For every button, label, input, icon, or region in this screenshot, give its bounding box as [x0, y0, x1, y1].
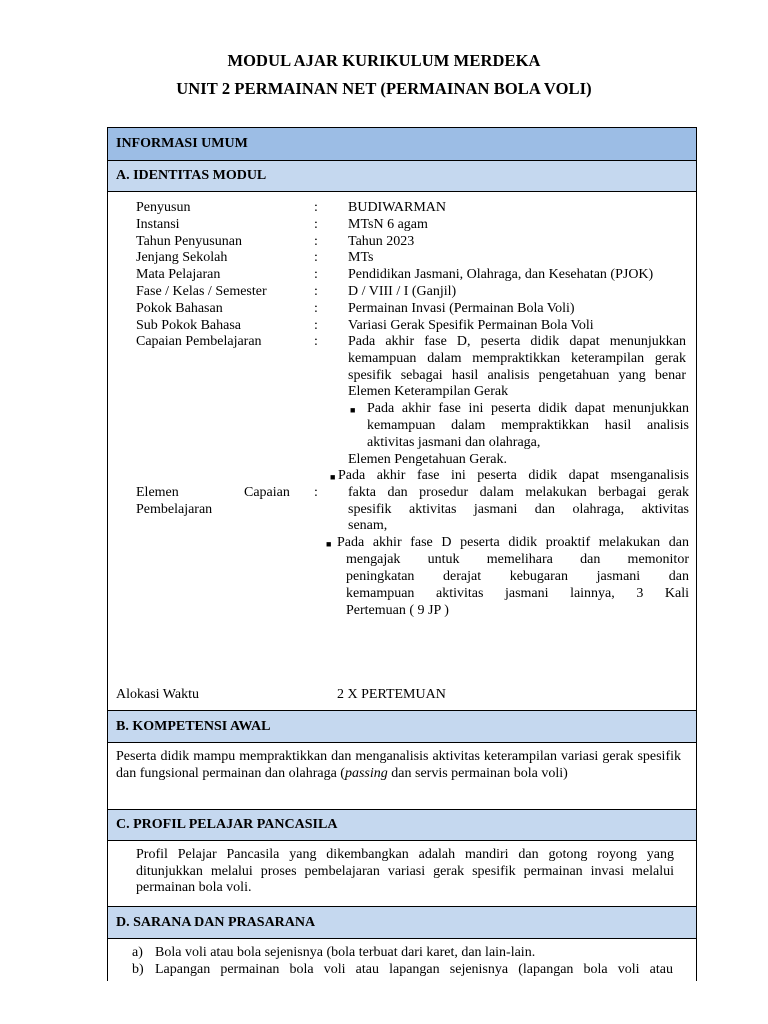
label-alokasi: Alokasi Waktu [116, 687, 199, 702]
bullet-line: Pada akhir fase ini peserta didik dapat msenganalisis [338, 468, 689, 483]
identitas-modul-header: A. IDENTITAS MODUL [108, 160, 696, 192]
bullet-square-icon: ■ [330, 472, 336, 482]
colon: : [314, 217, 318, 232]
label-fase: Fase / Kelas / Semester [136, 284, 267, 299]
elemen-pengetahuan: Elemen Pengetahuan Gerak. [348, 452, 507, 467]
list-item: Lapangan permainan bola voli atau lapangan sejenisnya (lapangan bola voli atau [155, 962, 673, 977]
sarana-prasarana-header: D. SARANA DAN PRASARANA [108, 906, 696, 939]
label-elemen: Elemen [136, 485, 179, 500]
colon: : [314, 234, 318, 249]
label-pembelajaran: Pembelajaran [136, 502, 213, 517]
label-jenjang: Jenjang Sekolah [136, 250, 228, 265]
bullet-line: spesifik aktivitas jasmani dan olahraga, aktivitas [348, 502, 689, 517]
bullet-line: kemampuan dalam mempraktikkan hasil analisis [367, 418, 689, 433]
colon: : [314, 200, 318, 215]
bullet-line: aktivitas jasmani dan olahraga, [367, 435, 541, 450]
value-subpokok: Variasi Gerak Spesifik Permainan Bola Voli [348, 318, 594, 333]
capaian-line: kemampuan dalam mempraktikkan keterampilan gerak [348, 351, 686, 366]
label-elemen-capaian: Capaian [244, 485, 290, 500]
colon: : [314, 301, 318, 316]
bullet-line: fakta dan prosedur dalam melakukan berbagai gerak [348, 485, 689, 500]
capaian-line: spesifik sebagai hasil analisis pengetahuan yang benar [348, 368, 686, 383]
capaian-line: Pada akhir fase D, peserta didik dapat menunjukkan [348, 334, 686, 349]
label-instansi: Instansi [136, 217, 180, 232]
bullet-line: peningkatan derajat kebugaran jasmani dan [346, 569, 689, 584]
bullet-square-icon: ■ [350, 405, 356, 415]
informasi-umum-header: INFORMASI UMUM [108, 128, 696, 161]
value-penyusun: BUDIWARMAN [348, 200, 446, 215]
label-mapel: Mata Pelajaran [136, 267, 221, 282]
bullet-line: Pada akhir fase D peserta didik proaktif melakukan dan [337, 535, 689, 550]
kompetensi-awal-header: B. KOMPETENSI AWAL [108, 710, 696, 743]
bullet-square-icon: ■ [326, 539, 332, 549]
list-marker: a) [132, 945, 143, 960]
value-tahun: Tahun 2023 [348, 234, 415, 249]
colon: : [314, 318, 318, 333]
module-table [107, 127, 697, 981]
value-instansi: MTsN 6 agam [348, 217, 428, 232]
kompetensi-awal-text: Peserta didik mampu mempraktikkan dan menganalisis aktivitas keterampilan variasi gerak spesifik dan fungsional permainan dan olahraga (passing dan servis permainan bola voli) [116, 749, 681, 781]
bullet-line: Pada akhir fase ini peserta didik dapat menunjukkan [367, 401, 689, 416]
value-jenjang: MTs [348, 250, 374, 265]
document-title: MODUL AJAR KURIKULUM MERDEKA [227, 51, 541, 70]
value-alokasi: 2 X PERTEMUAN [337, 687, 446, 702]
value-pokok: Permainan Invasi (Permainan Bola Voli) [348, 301, 575, 316]
bullet-line: mengajak untuk memelihara dan memonitor [346, 552, 689, 567]
colon: : [314, 485, 318, 500]
label-tahun: Tahun Penyusunan [136, 234, 242, 249]
colon: : [314, 284, 318, 299]
list-marker: b) [132, 962, 144, 977]
value-fase: D / VIII / I (Ganjil) [348, 284, 457, 299]
bullet-line: senam, [348, 518, 388, 533]
label-capaian: Capaian Pembelajaran [136, 334, 262, 349]
value-mapel: Pendidikan Jasmani, Olahraga, dan Kesehatan (PJOK) [348, 267, 654, 282]
document-subtitle: UNIT 2 PERMAINAN NET (PERMAINAN BOLA VOLI) [176, 79, 592, 98]
bullet-line: Pertemuan ( 9 JP ) [346, 603, 449, 618]
label-penyusun: Penyusun [136, 200, 191, 215]
profil-pelajar-header: C. PROFIL PELAJAR PANCASILA [108, 809, 696, 841]
list-item: Bola voli atau bola sejenisnya (bola terbuat dari karet, dan lain-lain. [155, 945, 536, 960]
colon: : [314, 250, 318, 265]
colon: : [314, 334, 318, 349]
label-subpokok: Sub Pokok Bahasa [136, 318, 241, 333]
bullet-line: kemampuan aktivitas jasmani lainnya, 3 Kali [346, 586, 689, 601]
profil-text: Profil Pelajar Pancasila yang dikembangkan adalah mandiri dan gotong royong yang ditunjukkan melalui proses pembelajaran variasi gerak spesifik permainan invasi melalui permainan bola voli. [136, 847, 674, 896]
capaian-line: Elemen Keterampilan Gerak [348, 384, 509, 399]
colon: : [314, 267, 318, 282]
label-pokok: Pokok Bahasan [136, 301, 223, 316]
